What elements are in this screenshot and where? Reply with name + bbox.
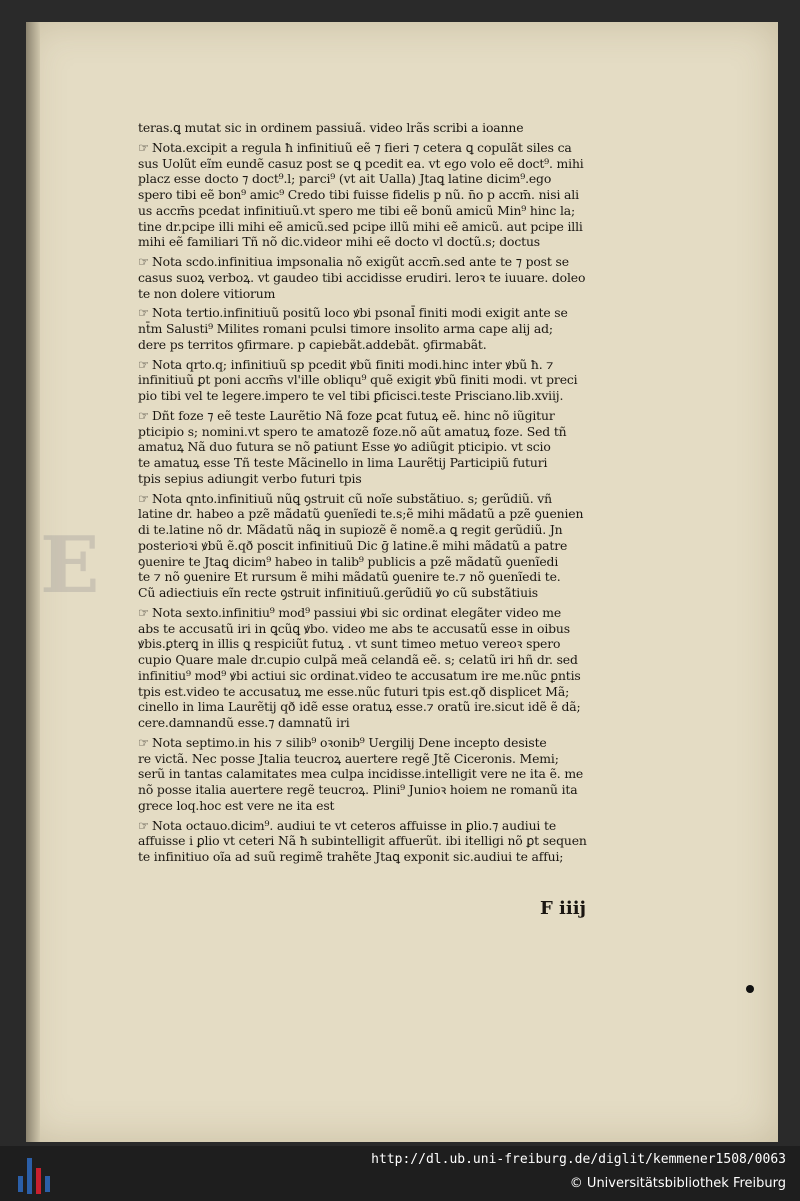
text-line <box>138 270 632 286</box>
text-line <box>138 751 632 767</box>
text-line-content: Dñt foze ⁊ eẽ teste Laurẽtio Nã foze ꝑcat futuꝝ eẽ. hinc nõ iũgitur <box>151 407 555 423</box>
page-url-link[interactable]: http://dl.ub.uni-freiburg.de/diglit/kemmener1508/0063 <box>371 1152 786 1167</box>
text-line <box>138 203 632 219</box>
text-line <box>138 684 632 700</box>
text-line <box>138 605 632 621</box>
pointing-hand-icon: ☞ <box>138 734 149 750</box>
text-line <box>138 849 632 865</box>
text-line-content: amatuꝝ Nã duo futura se nõ ꝑatiunt Esse ꝟo adiũgit pticipio. vt scio <box>138 439 551 455</box>
bleed-through-letter: E <box>40 520 100 611</box>
text-line-content: casus suoꝝ verboꝝ. vt gaudeo tibi accidisse erudiri. leroꝛ te iuuare. doleo <box>138 269 586 285</box>
text-line <box>138 286 632 302</box>
text-line-content: Nota tertio.infinitiuũ positũ loco ꝟbi psonal̄ finiti modi exigit ante se <box>151 305 568 321</box>
text-line-content: di te.latine nõ dr. Mãdatũ nãꝗ in supiozẽ ẽ nomẽ.a ꝗ regit gerũdiũ. Jn <box>138 522 563 537</box>
text-line <box>138 372 632 388</box>
text-line-content: Nota septimo.in his ⁊ silib⁹ oꝛonib⁹ Uergilij Dene incepto desiste <box>151 734 547 750</box>
text-line-content: tine dr.pcipe illi mihi eẽ amicũ.sed pcipe illũ mihi eẽ amicũ. aut pcipe illi <box>138 218 583 234</box>
text-line <box>138 156 632 172</box>
text-line <box>138 120 632 136</box>
pointing-hand-icon: ☞ <box>138 407 149 423</box>
text-line-content: cupio Quare male dr.cupio culpã meã celandã eẽ. s; celatũ iri hñ dr. sed <box>138 652 578 667</box>
text-line <box>138 357 632 373</box>
text-line <box>138 554 632 570</box>
text-line-content: dere ps territos ꝯfirmare. p capiebãt.addebãt. ꝯfirmabãt. <box>138 336 487 352</box>
text-line <box>138 388 632 404</box>
page-marker-dot <box>746 985 754 993</box>
text-line-content: pticipio s; nomini.vt spero te amatozẽ foze.nõ aũt amatuꝝ foze. Sed tñ <box>138 423 567 439</box>
text-line <box>138 699 632 715</box>
text-line-content: infinitiu⁹ mod⁹ ꝟbi actiui sic ordinat.video te accusatum ire me.nũc ꝑntis <box>138 667 581 683</box>
text-line-content: te non dolere vitiorum <box>138 285 276 301</box>
text-line <box>138 408 632 424</box>
text-line-content: nt̄m Salusti⁹ Milites romani pculsi timore insolito arma cape alij ad; <box>138 321 553 336</box>
text-line <box>138 652 632 668</box>
text-line-content: Nota sexto.infinitiu⁹ mod⁹ passiui ꝟbi sic ordinat elegãter video me <box>151 604 562 620</box>
pointing-hand-icon: ☞ <box>138 356 149 372</box>
text-line-content: ꝟbis.ꝑterꝗ in illis ꝗ respiciũt futuꝝ . vt sunt timeo metuo vereoꝛ spero <box>138 636 561 652</box>
text-line-content: us accm̄s pcedat infinitiuũ.vt spero me tibi eẽ bonũ amicũ Min⁹ hinc la; <box>138 202 576 218</box>
text-line <box>138 305 632 321</box>
copyright-notice: © Universitätsbibliothek Freiburg <box>569 1176 786 1191</box>
text-line <box>138 337 632 353</box>
text-line-content: tpis est.video te accusatuꝝ me esse.nũc futuri tpis est.qð displicet Mã; <box>138 683 570 699</box>
text-line <box>138 585 632 601</box>
text-line <box>138 321 632 337</box>
text-line <box>138 636 632 652</box>
text-line-content: Nota.excipit a regula ħ infinitiuũ eẽ ⁊ fieri ⁊ cetera ꝗ copulãt siles ca <box>151 139 572 155</box>
text-line <box>138 538 632 554</box>
text-line-content: pio tibi vel te legere.impero te vel tibi ꝑficisci.teste Prisciano.lib.xviij. <box>138 388 564 403</box>
text-line-content: spero tibi eẽ bon⁹ amic⁹ Credo tibi fuisse fidelis p nũ. n̄o p accm̄. nisi ali <box>138 187 579 202</box>
text-line <box>138 715 632 731</box>
viewer-footer <box>0 1146 800 1201</box>
text-line <box>138 798 632 814</box>
text-line-content: sus Uolũt eĩm eundẽ casuz post se ꝗ pcedit ea. vt ego volo eẽ doct⁹. mihi <box>138 155 584 171</box>
text-line <box>138 818 632 834</box>
text-line <box>138 234 632 250</box>
text-line <box>138 668 632 684</box>
text-line <box>138 439 632 455</box>
pointing-hand-icon: ☞ <box>138 490 149 506</box>
pointing-hand-icon: ☞ <box>138 604 149 620</box>
text-line-content: Nota octauo.dicim⁹. audiui te vt ceteros affuisse in ꝑlio.⁊ audiui te <box>151 817 557 833</box>
text-line <box>138 621 632 637</box>
text-line-content: posterioꝛi ꝟbũ ẽ.qð poscit infinitiuũ Dic ḡ latine.ẽ mihi mãdatũ a patre <box>138 537 568 553</box>
blackletter-text-block <box>138 120 632 865</box>
text-line-content: mihi eẽ familiari Tñ nõ dic.videor mihi eẽ docto vl doctũ.s; doctus <box>138 234 541 250</box>
text-line <box>138 491 632 507</box>
text-line <box>138 833 632 849</box>
text-line-content: Nota qrto.q; infinitiuũ sp pcedit ꝟbũ finiti modi.hinc inter ꝟbũ ħ. ⁊ <box>151 356 554 372</box>
text-line-content: Cũ adiectiuis eĩn recte ꝯstruit infinitiuũ.gerũdiũ ꝟo cũ substãtiuis <box>138 585 538 600</box>
text-line-content: nõ posse italia auertere regẽ teucroꝝ. Plini⁹ Junioꝛ hoiem ne romanũ ita <box>138 782 578 797</box>
text-line-content: latine dr. habeo a pzẽ mãdatũ ꝯuenĩedi te.s;ẽ mihi mãdatũ a pzẽ ꝯuenien <box>138 506 584 522</box>
text-line <box>138 766 632 782</box>
text-line-content: serũ in tantas calamitates mea culpa incidisse.intelligit vere ne ita ẽ. me <box>138 766 584 782</box>
text-line-content: cinello in lima Laurẽtij qð idẽ esse oratuꝝ esse.⁊ oratũ ire.sicut idẽ ẽ dã; <box>138 699 581 715</box>
text-line-content: grece loq.hoc est vere ne ita est <box>138 797 335 813</box>
text-line <box>138 782 632 798</box>
pointing-hand-icon: ☞ <box>138 305 149 321</box>
text-line-content: teras.ꝗ mutat sic in ordinem passiuã. video lrãs scribi a ioanne <box>138 120 524 135</box>
text-line-content: infinitiuũ ꝑt poni accm̄s vl'ille obliqu⁹ quẽ exigit ꝟbũ finiti modi. vt preci <box>138 372 578 388</box>
text-line <box>138 140 632 156</box>
text-line-content: abs te accusatũ iri in ꝗcũꝗ ꝟbo. video me abs te accusatũ esse in oibus <box>138 620 570 636</box>
text-line <box>138 171 632 187</box>
pointing-hand-icon: ☞ <box>138 139 149 155</box>
text-line-content: placz esse docto ⁊ doct⁹.l; parci⁹ (vt ait Ualla) Jtaꝗ latine dicim⁹.ego <box>138 171 552 187</box>
text-line-content: Nota qnto.infinitiuũ nũꝗ ꝯstruit cũ noĩe substãtiuo. s; gerũdiũ. vñ <box>151 490 552 506</box>
text-line <box>138 506 632 522</box>
page-gutter <box>26 22 40 1142</box>
text-line <box>138 569 632 585</box>
text-line <box>138 471 632 487</box>
text-line <box>138 424 632 440</box>
text-line <box>138 219 632 235</box>
text-line <box>138 735 632 751</box>
library-logo-icon[interactable] <box>14 1154 54 1198</box>
text-line-content: te ⁊ nõ ꝯuenire Et rursum ẽ mihi mãdatũ ꝯuenire te.⁊ nõ ꝯuenĩedi te. <box>138 569 561 585</box>
text-line-content: tpis sepius adiungit verbo futuri tpis <box>138 470 362 486</box>
text-line <box>138 522 632 538</box>
text-line-content: affuisse i ꝑlio vt ceteri Nã ħ subintelligit affuerũt. ibi itelligi nõ ꝑt sequen <box>138 833 587 849</box>
text-line-content: cere.damnandũ esse.⁊ damnatũ iri <box>138 715 350 730</box>
pointing-hand-icon: ☞ <box>138 817 149 833</box>
signature-mark: F iiij <box>540 898 587 919</box>
text-line-content: re victã. Nec posse Jtalia teucroꝝ auertere regẽ Jtẽ Ciceronis. Memi; <box>138 750 559 766</box>
text-line <box>138 187 632 203</box>
text-line-content: te infinitiuo oĩa ad suũ regimẽ trahẽte Jtaꝗ exponit sic.audiui te affui; <box>138 849 564 864</box>
text-line <box>138 455 632 471</box>
text-line-content: ꝯuenire te Jtaꝗ dicim⁹ habeo in talib⁹ publicis a pzẽ mãdatũ ꝯuenĩedi <box>138 553 559 569</box>
text-line <box>138 254 632 270</box>
text-line-content: te amatuꝝ esse Tñ teste Mãcinello in lima Laurẽtij Participiũ futuri <box>138 455 548 470</box>
text-line-content: Nota scdo.infinitiua impsonalia nõ exigũt accm̄.sed ante te ⁊ post se <box>151 254 569 269</box>
pointing-hand-icon: ☞ <box>138 254 149 269</box>
